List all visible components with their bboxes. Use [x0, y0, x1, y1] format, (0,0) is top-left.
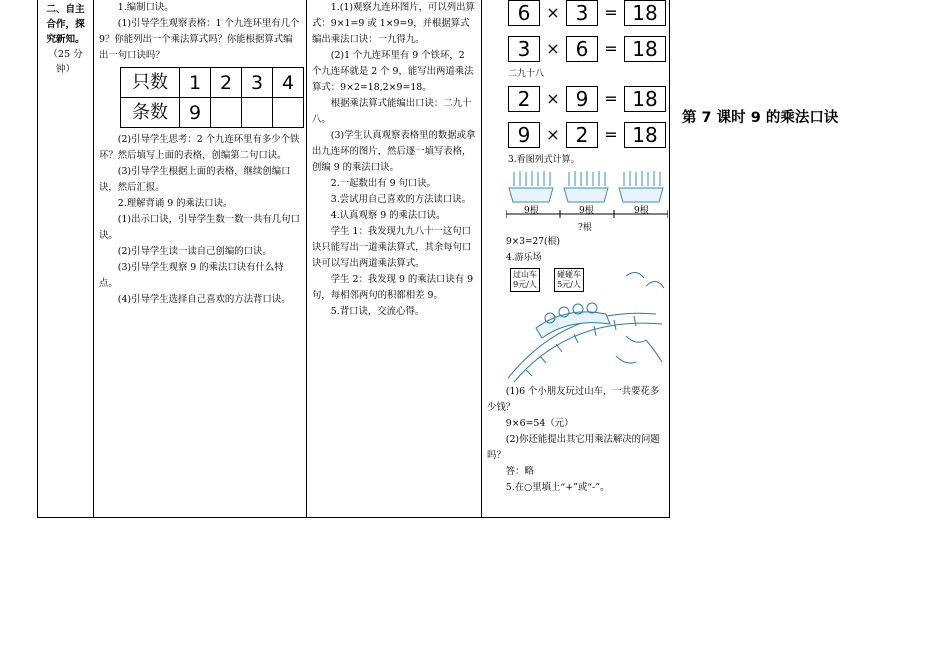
- table-row: [121, 68, 304, 98]
- baskets-picture: [506, 168, 671, 234]
- operator: ×: [546, 89, 560, 108]
- question-text: (2)你还能提出其它用乘法解决的问题吗？: [487, 434, 660, 461]
- number-box: 18: [624, 36, 666, 62]
- lesson-table: [37, 0, 670, 518]
- number-box: 3: [508, 36, 540, 62]
- basket-label: 9根: [634, 206, 649, 216]
- number-box: 18: [624, 122, 666, 148]
- teacher-text: (1)引导学生观察表格：1 个九连环里有几个 9？你能列出一个乘法算式吗？你能根据算式编出一句口诀吗？: [99, 18, 300, 61]
- student-text: (2)1 个九连环里有 9 个铁环，2 个九连环就是 2 个 9，能写出两道乘法算式：9×2=18,2×9=18。: [312, 50, 474, 93]
- teacher-text: (4)引导学生选择自己喜欢的方法背口诀。: [117, 294, 291, 305]
- teacher-text: 1.编制口诀。: [117, 2, 174, 13]
- number-box: 9: [566, 86, 598, 112]
- table-row: [121, 98, 304, 128]
- equation-row: [508, 0, 671, 31]
- number-box: 3: [566, 0, 598, 26]
- student-text: 2.一起数出有 9 句口诀。: [330, 178, 437, 189]
- stage-line: 二、自主: [46, 4, 85, 15]
- teacher-column: [94, 0, 307, 517]
- basket-label: 9根: [579, 206, 594, 216]
- table-cell: [242, 98, 273, 128]
- practice-column: [482, 0, 671, 517]
- sign-text: 过山车: [513, 270, 537, 279]
- student-text: 学生 1：我发现九九八十一这句口诀只能写出一道乘法算式，其余每句口诀可以写出两道乘法算式。: [312, 226, 472, 269]
- stage-line: 合作，探: [46, 19, 85, 30]
- student-text: 4.认真观察 9 的乘法口诀。: [330, 210, 446, 221]
- table-cell: [211, 98, 242, 128]
- table-cell: 2: [211, 68, 242, 98]
- number-box: 6: [566, 36, 598, 62]
- price-sign: [554, 268, 584, 292]
- stage-line: （25 分: [48, 49, 83, 60]
- basket-label: 9根: [524, 206, 539, 216]
- stage-line: 究新知。: [46, 34, 85, 45]
- rhyme-label: 二九十八: [508, 69, 545, 79]
- operator: ×: [546, 39, 560, 58]
- sign-text: 5元/人: [557, 280, 581, 289]
- operator: ×: [546, 3, 560, 22]
- number-box: 2: [566, 122, 598, 148]
- answer-text: 答：略: [505, 466, 534, 477]
- student-text: 根据乘法算式能编出口诀：二九十八。: [312, 98, 472, 125]
- student-text: 1.(1)观察九连环图片，可以列出算式：9×1=9 或 1×9=9，并根据算式编出乘法口诀：一九得九。: [312, 2, 475, 45]
- student-text: 5.背口诀，交流心得。: [330, 306, 425, 317]
- number-box: 18: [624, 86, 666, 112]
- table-cell: 9: [180, 98, 211, 128]
- answer-text: 9×6=54（元）: [505, 418, 574, 429]
- student-text: 3.尝试用自己喜欢的方法读口诀。: [330, 194, 471, 205]
- number-box: 18: [624, 0, 666, 26]
- teacher-text: (2)引导学生读一读自己创编的口诀。: [117, 246, 272, 257]
- number-box: 6: [508, 0, 540, 26]
- table-cell: 4: [273, 68, 304, 98]
- equation-row: [508, 31, 671, 67]
- question-text: (1)6 个小朋友玩过山车，一共要花多少钱？: [487, 386, 660, 413]
- number-box: 9: [508, 122, 540, 148]
- answer-text: 9×3=27(根): [506, 237, 561, 247]
- stage-column: [38, 0, 94, 517]
- sign-text: 9元/人: [513, 280, 537, 289]
- teacher-text: 2.理解背诵 9 的乘法口诀。: [117, 198, 233, 209]
- question-text: 5.在○里填上“+”或“-”。: [505, 482, 610, 493]
- student-text: 学生 2：我发现 9 的乘法口诀有 9 句，每相邻两句的积都相差 9。: [312, 274, 474, 301]
- park-picture: [506, 266, 666, 384]
- price-sign: [510, 268, 540, 292]
- equation-row: [508, 117, 671, 153]
- teacher-text: (3)引导学生观察 9 的乘法口诀有什么特点。: [99, 262, 284, 289]
- stage-label: [38, 0, 93, 77]
- operator: ×: [546, 125, 560, 144]
- operator: =: [604, 125, 618, 144]
- table-cell: 1: [180, 68, 211, 98]
- operator: =: [604, 89, 618, 108]
- count-table: [120, 67, 304, 128]
- equation-row: [508, 81, 671, 117]
- page-title: 第 7 课时 9 的乘法口诀: [682, 110, 839, 126]
- stage-line: 钟）: [55, 64, 76, 75]
- number-box: 2: [508, 86, 540, 112]
- student-column: [307, 0, 482, 517]
- operator: =: [604, 39, 618, 58]
- operator: =: [604, 3, 618, 22]
- teacher-text: (1)出示口诀，引导学生数一数一共有几句口诀。: [99, 214, 300, 241]
- teacher-text: (2)引导学生思考：2 个九连环里有多少个铁环？然后填写上面的表格，创编第二句口诀。: [99, 134, 300, 161]
- table-cell: 只数: [121, 68, 180, 98]
- student-text: (3)学生认真观察表格里的数据或拿出九连环的图片，然后逐一填写表格，创编 9 的乘法口诀。: [312, 130, 476, 173]
- table-cell: 条数: [121, 98, 180, 128]
- table-cell: [273, 98, 304, 128]
- teacher-text: (3)引导学生根据上面的表格，继续创编口诀，然后汇报。: [99, 166, 291, 193]
- table-cell: 3: [242, 68, 273, 98]
- question-text: 3.看图列式计算。: [508, 155, 580, 165]
- sign-text: 碰碰车: [557, 270, 581, 279]
- question-text: 4.游乐场: [506, 253, 542, 263]
- total-label: ?根: [578, 223, 592, 233]
